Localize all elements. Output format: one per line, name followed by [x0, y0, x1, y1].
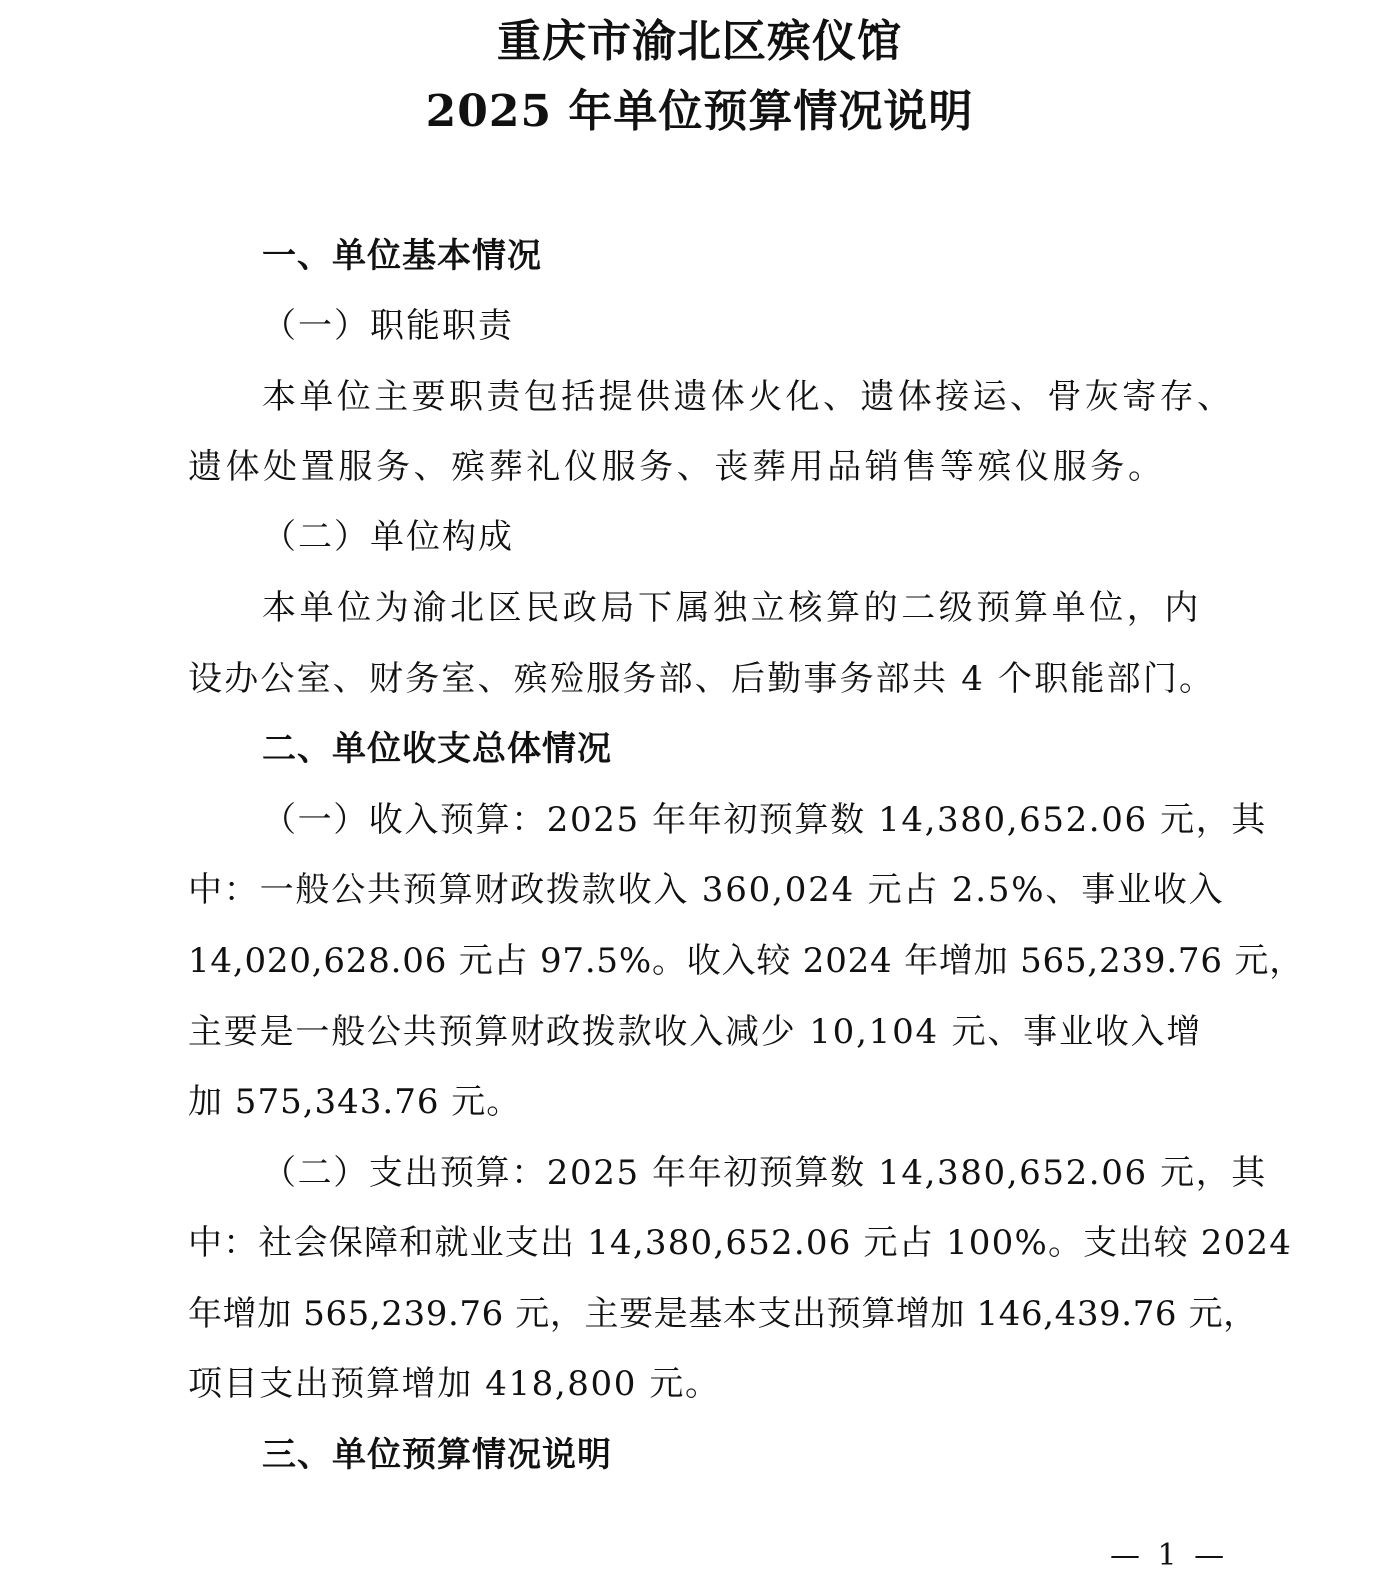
section1-sub1-heading: （一）职能职责 — [262, 306, 514, 346]
document-title-line1: 重庆市渝北区殡仪馆 — [497, 16, 902, 67]
paragraph-line: 本单位为渝北区民政局下属独立核算的二级预算单位，内 — [262, 588, 1202, 628]
paragraph-line: （一）收入预算：2025 年年初预算数 14,380,652.06 元，其 — [262, 800, 1267, 840]
section2-heading: 二、单位收支总体情况 — [262, 729, 612, 769]
section1-heading: 一、单位基本情况 — [262, 236, 542, 276]
paragraph-line: 加 575,343.76 元。 — [188, 1082, 522, 1122]
paragraph-line: 遗体处置服务、殡葬礼仪服务、丧葬用品销售等殡仪服务。 — [188, 447, 1166, 487]
paragraph-line: 项目支出预算增加 418,800 元。 — [188, 1364, 721, 1404]
paragraph-line: 14,020,628.06 元占 97.5%。收入较 2024 年增加 565,239.76 元， — [188, 941, 1304, 981]
paragraph-line: 中：一般公共预算财政拨款收入 360,024 元占 2.5%、事业收入 — [188, 870, 1225, 910]
document-title-line2: 2025 年单位预算情况说明 — [425, 86, 974, 137]
section1-sub2-heading: （二）单位构成 — [262, 517, 514, 557]
paragraph-line: 本单位主要职责包括提供遗体火化、遗体接运、骨灰寄存、 — [262, 377, 1235, 417]
paragraph-line: 主要是一般公共预算财政拨款收入减少 10,104 元、事业收入增 — [188, 1012, 1203, 1052]
paragraph-line: 年增加 565,239.76 元，主要是基本支出预算增加 146,439.76 元， — [188, 1294, 1258, 1334]
paragraph-line: （二）支出预算：2025 年年初预算数 14,380,652.06 元，其 — [262, 1153, 1267, 1193]
page-number: — 1 — — [1110, 1538, 1229, 1573]
paragraph-line: 设办公室、财务室、殡殓服务部、后勤事务部共 4 个职能部门。 — [188, 659, 1216, 699]
paragraph-line: 中：社会保障和就业支出 14,380,652.06 元占 100%。支出较 2024 — [188, 1223, 1293, 1263]
section3-heading: 三、单位预算情况说明 — [262, 1435, 612, 1475]
